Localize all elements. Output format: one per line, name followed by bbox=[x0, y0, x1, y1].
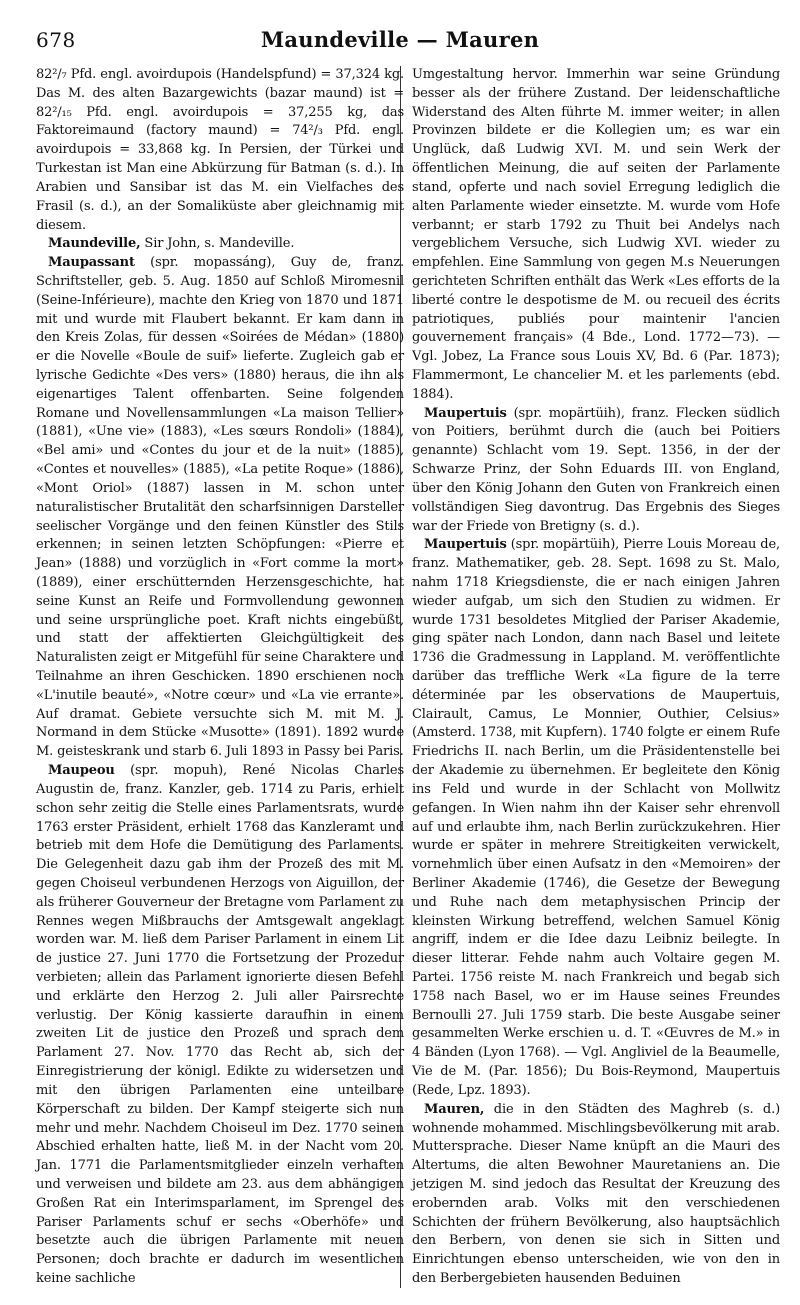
entry-continuation bbox=[412, 66, 780, 405]
entry-maupeou bbox=[36, 762, 404, 1289]
headword: Maupassant bbox=[48, 255, 135, 271]
entry-text: (spr. mopärtüih), franz. Flecken südlich von Poitiers, berühmt durch die (auch bei Poitiers genannte) Schlacht vom 19. Sept. 1356, in der der Schwarze Prinz, der Sohn Eduards III. von England, über den König Johann den Guten von Frankreich einen vollständigen Sieg davontrug. Das Ergebnis des Sieges war der Friede von Bretigny (s. d.). bbox=[412, 405, 780, 534]
page-number: 678 bbox=[36, 28, 76, 52]
entry-mauren bbox=[412, 1101, 780, 1289]
headword: Maupertuis bbox=[424, 537, 507, 553]
entry-text: die in den Städten des Maghreb (s. d.) wohnende mohammed. Mischlingsbevölkerung mit arab. Muttersprache. Dieser Name knüpft an die Mauri des Altertums, die alten Bewohner Mauretaniens an. Die jetzigen M. sind jedoch das Resultat der Kreuzung des erobernden arab. Volks mit den verschiedenen Schichten der frühern Bevölkerung, also hauptsächlich den Berbern, von denen sie sich in Sitten und Einrichtungen ebenso unterscheiden, wie von den in den Berbergebieten hausenden Beduinen bbox=[412, 1101, 780, 1286]
headword: Maupeou bbox=[48, 763, 115, 779]
entry-maupassant bbox=[36, 254, 404, 762]
entry-text: (spr. mopassáng), Guy de, franz. Schriftsteller, geb. 5. Aug. 1850 auf Schloß Miromesnil (Seine-Inférieure), machte den Krieg von 1870 und 1871 mit und wurde mit Flaubert bekannt. Er kam dann in den Kreis Zolas, für dessen «Soirées de Médan» (1880) er die Novelle «Boule de suif» lieferte. Zugleich gab er lyrische Gedichte «Des vers» (1880) heraus, die ihn als eigenartiges Talent offenbarten. Seine folgenden Romane und Novellensammlungen «La maison Tellier» (1881), «Une vie» (1883), «Les sœurs Rondoli» (1884), «Bel ami» und «Contes du jour et de la nuit» (1885), «Contes et nouvelles» (1885), «La petite Roque» (1886), «Mont Oriol» (1887) lassen in M. schon unter naturalistischer Brutalität den scharfsinnigen Darsteller seelischer Vorgänge und den feinen Künstler des Stils erkennen; in seinen letzten Schöpfungen: «Pierre et Jean» (1888) und vorzüglich in «Fort comme la mort» (1889), einer erschütternden Herzensgeschichte, hat seine Kunst an Reife und Formvollendung gewonnen und seine ursprüngliche poet. Kraft nichts eingebüßt, und statt der affektierten Gleichgültigkeit des Naturalisten zeigt er Mitgefühl für seine Charaktere und Teilnahme an ihren Geschicken. 1890 erschienen noch «L'inutile beauté», «Notre cœur» und «La vie errante». Auf dramat. Gebiete versuchte sich M. mit M. J. Normand in dem Stücke «Musotte» (1891). 1892 wurde M. geisteskrank und starb 6. Juli 1893 in Passy bei Paris. bbox=[36, 255, 404, 760]
entry-text: (spr. mopärtüih), Pierre Louis Moreau de, franz. Mathematiker, geb. 28. Sept. 1698 zu St. Malo, nahm 1718 Kriegsdienste, die er nach einigen Jahren wieder aufgab, um sich den Studien zu widmen. Er wurde 1731 besoldetes Mitglied der Pariser Akademie, ging später nach London, dann nach Basel und leitete 1736 die Gradmessung in Lappland. M. veröffentlichte darüber das treffliche Werk «La figure de la terre déterminée par les observations de Maupertuis, Clairault, Camus, Le Monnier, Outhier, Celsius» (Amsterd. 1738, mit Kupfern). 1740 folgte er einem Rufe Friedrichs II. nach Berlin, um die Präsidentenstelle bei der Akademie zu übernehmen. Er begleitete den König ins Feld und wurde in der Schlacht von Mollwitz gefangen. In Wien nahm ihn der Kaiser sehr ehrenvoll auf und erlaubte ihm, nach Berlin zurückzukehren. Hier wurde er später in mehrere Streitigkeiten verwickelt, vornehmlich über einen Aufsatz in den «Memoiren» der Berliner Akademie (1746), die Gesetze der Bewegung und Ruhe nach dem metaphysischen Princip der kleinsten Wirkung betreffend, welchen Samuel König angriff, indem er die Idee dazu Leibniz beilegte. In dieser litterar. Fehde nahm auch Voltaire gegen M. Partei. 1756 reiste M. nach Frankreich und begab sich 1758 nach Basel, wo er im Hause seines Freundes Bernoulli 27. Juli 1759 starb. Die beste Ausgabe seiner gesammelten Werke erschien u. d. T. «Œuvres de M.» in 4 Bänden (Lyon 1768). — Vgl. Angliviel de la Beaumelle, Vie de M. (Par. 1856); Du Bois-Reymond, Maupertuis (Rede, Lpz. 1893). bbox=[412, 537, 780, 1098]
headword: Mauren, bbox=[424, 1101, 485, 1117]
right-column bbox=[412, 66, 780, 1289]
running-head: Maundeville — Mauren bbox=[260, 27, 540, 52]
headword: Maupertuis bbox=[424, 405, 507, 421]
entry-text: (spr. mopuh), René Nicolas Charles Augustin de, franz. Kanzler, geb. 1714 zu Paris, erhielt schon sehr zeitig die Stelle eines Parlamentsrats, wurde 1763 erster Präsident, erhielt 1768 das Kanzleramt und betrieb mit dem Hofe die Demütigung des Parlaments. Die Gelegenheit dazu gab ihm der Prozeß des mit M. gegen Choiseul verbundenen Herzogs von Aiguillon, der als früherer Gouverneur der Bretagne vom Parlament zu Rennes wegen Mißbrauchs der Amtsgewalt angeklagt worden war. M. ließ dem Pariser Parlament in einem Lit de justice 27. Juni 1770 die Fortsetzung der Prozedur verbieten; allein das Parlament ignorierte diesen Befehl und erklärte den Herzog 2. Juli aller Pairsrechte verlustig. Der König kassierte daraufhin in einem zweiten Lit de justice den Prozeß und sprach dem Parlament 27. Nov. 1770 das Recht ab, sich der Einregistrierung der königl. Edikte zu widersetzen und mit den übrigen Parlamenten eine unteilbare Körperschaft zu bilden. Der Kampf steigerte sich nun mehr und mehr. Nachdem Choiseul im Dez. 1770 seinen Abschied erhalten hatte, ließ M. in der Nacht vom 20. Jan. 1771 die Parlamentsmitglieder einzeln verhaften und verweisen und bildete am 23. aus dem abhängigen Großen Rat ein Interimsparlament, im Sprengel des Pariser Parlaments schuf er sechs «Oberhöfe» und besetzte auch die übrigen Parlamente mit neuen Personen; doch brachte er dadurch im wesentlichen keine sachliche bbox=[36, 763, 404, 1286]
headword: Maundeville, bbox=[48, 236, 141, 252]
page-header bbox=[0, 0, 800, 62]
entry-continuation bbox=[36, 66, 404, 235]
left-column bbox=[36, 66, 404, 1289]
entry-maundeville bbox=[36, 235, 404, 254]
entry-maupertuis-person bbox=[412, 536, 780, 1100]
entry-maupertuis-place bbox=[412, 405, 780, 537]
entry-text: Umgestaltung hervor. Immerhin war seine Gründung besser als der frühere Zustand. Der leidenschaftliche Widerstand des Alten führte M. immer weiter; in allen Provinzen bildete er die Kollegien um; es war ein Unglück, daß Ludwig XVI. M. und sein Werk der öffentlichen Meinung, die auf seiten der Parlamente stand, opferte und nach soviel Erregung lediglich die alten Parlamente wieder einsetzte. M. wurde vom Hofe verbannt; er starb 1792 zu Thuit bei Andelys nach vergeblichem Versuche, sich Ludwig XVI. wieder zu empfehlen. Eine Sammlung von gegen M.s Neuerungen gerichteten Schriften enthält das Werk «Les efforts de la liberté contre le despotisme de M. ou recueil des écrits patriotiques, publiés pour maintenir l'ancien gouvernement français» (4 Bde., Lond. 1772—73). — Vgl. Jobez, La France sous Louis XV, Bd. 6 (Par. 1873); Flammermont, Le chancelier M. et les parlements (ebd. 1884). bbox=[412, 67, 780, 402]
entry-text: Sir John, s. Mandeville. bbox=[140, 236, 295, 252]
entry-text: 82²/₇ Pfd. engl. avoirdupois (Handelspfund) = 37,324 kg. Das M. des alten Bazargewichts (bazar maund) ist = 82²/₁₅ Pfd. engl. avoirdupois = 37,255 kg, das Faktoreimaund (factory maund) = 74²/₃ Pfd. engl. avoirdupois = 33,868 kg. In Persien, der Türkei und Turkestan ist Man eine Abkürzung für Batman (s. d.). In Arabien und Sansibar ist das M. ein Vielfaches des Frasil (s. d.), an der Somaliküste aber gleichnamig mit diesem. bbox=[36, 67, 404, 233]
